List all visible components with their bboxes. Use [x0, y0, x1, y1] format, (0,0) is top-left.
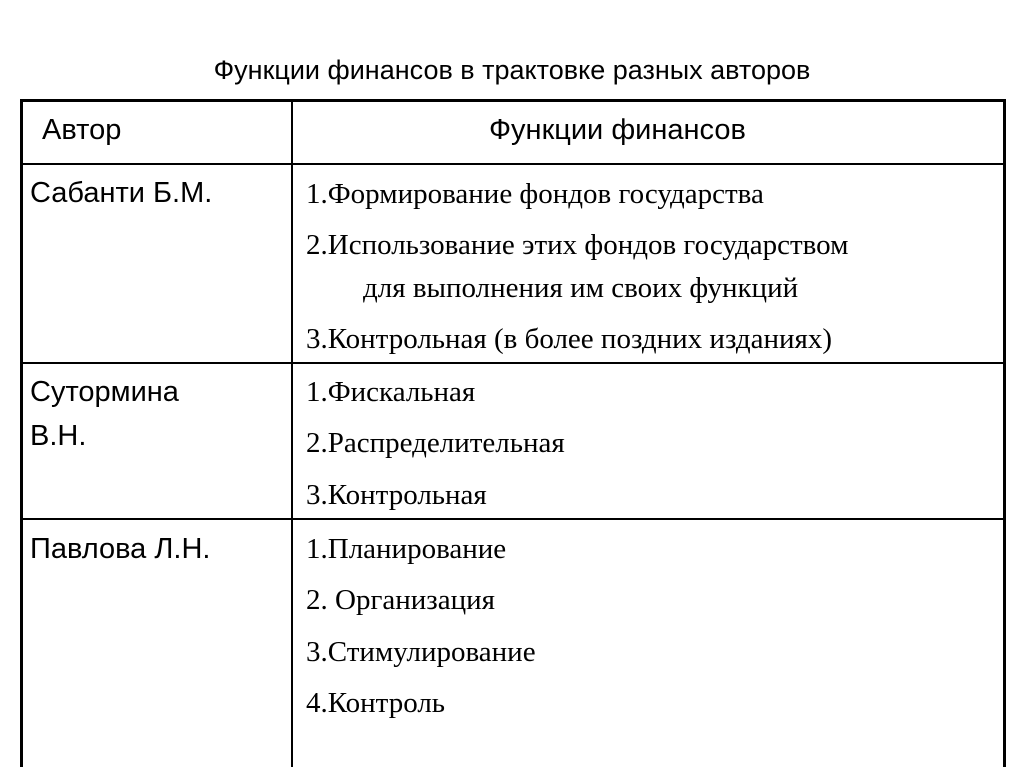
function-item: 1.Формирование фондов государства — [306, 178, 764, 210]
row-divider-1 — [20, 362, 1006, 364]
author-cell: Павлова Л.Н. — [30, 533, 211, 565]
table-border-left — [20, 99, 23, 767]
table-border-top — [20, 99, 1006, 102]
table-border-right — [1003, 99, 1006, 767]
column-divider — [291, 99, 293, 767]
function-item: 3.Стимулирование — [306, 636, 536, 668]
function-item: 3.Контрольная (в более поздних изданиях) — [306, 323, 833, 355]
function-item: 2.Распределительная — [306, 427, 565, 459]
function-item: 2.Использование этих фондов государством — [306, 229, 849, 261]
row-divider-header — [20, 163, 1006, 165]
function-item: 4.Контроль — [306, 687, 446, 719]
function-item: 1.Планирование — [306, 533, 507, 565]
function-item: для выполнения им своих функций — [363, 272, 799, 304]
functions-table — [20, 99, 1006, 767]
function-item: 2. Организация — [306, 584, 495, 616]
author-cell: Сутормина — [30, 376, 179, 408]
row-divider-2 — [20, 518, 1006, 520]
page-title: Функции финансов в трактовке разных авторов — [213, 55, 811, 85]
function-item: 3.Контрольная — [306, 479, 487, 511]
author-cell: Сабанти Б.М. — [30, 177, 213, 209]
header-author: Автор — [42, 114, 122, 146]
header-functions: Функции финансов — [489, 114, 746, 146]
function-item: 1.Фискальная — [306, 376, 476, 408]
author-cell: В.Н. — [30, 420, 87, 452]
